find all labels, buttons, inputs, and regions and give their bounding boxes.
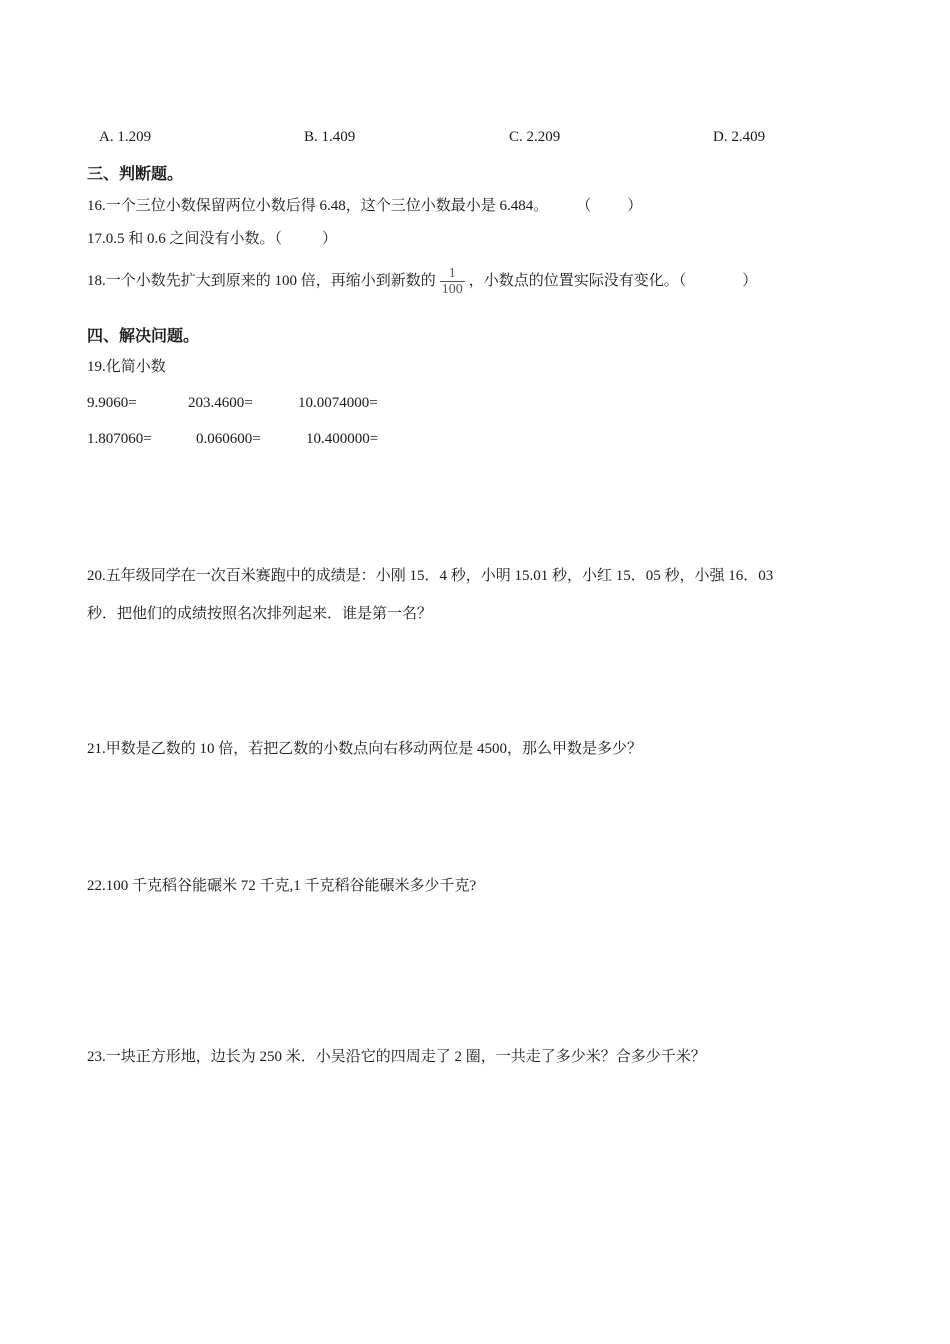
question-17-text: 17.0.5 和 0.6 之间没有小数。（ [87,231,283,247]
simplify-item: 203.4600= [188,395,253,411]
fraction-denominator: 100 [441,282,463,297]
question-23: 23.一块正方形地，边长为 250 米．小吴沿它的四周走了 2 圈，一共走了多少米？合多少千米？ [87,1049,706,1065]
question-21: 21.甲数是乙数的 10 倍，若把乙数的小数点向右移动两位是 4500，那么甲数是多少？ [87,741,643,757]
simplify-item: 10.0074000= [298,395,378,411]
option-c: C. 2.209 [509,129,561,145]
question-22: 22.100 千克稻谷能碾米 72 千克,1 千克稻谷能碾米多少千克? [87,878,477,894]
answer-paren-open: （ [576,198,592,214]
answer-paren-close: ） [742,272,758,289]
question-20-line1: 20.五年级同学在一次百米赛跑中的成绩是：小刚 15．4 秒，小明 15.01 秒，小红 15．05 秒，小强 16．03 [87,568,774,584]
fraction-one-hundredth [440,266,465,297]
question-18-text-part1: 18.一个小数先扩大到原来的 100 倍，再缩小到新数的 [87,272,436,289]
section-title-judgment: 三、判断题。 [87,164,184,183]
section-title-problems: 四、解决问题。 [87,326,200,345]
question-19-title: 19.化简小数 [87,359,166,375]
option-d: D. 2.409 [713,129,766,145]
question-20-line2: 秒．把他们的成绩按照名次排列起来．谁是第一名？ [87,606,433,622]
question-16-text: 16.一个三位小数保留两位小数后得 6.48，这个三位小数最小是 6.484。 [87,198,549,214]
question-17 [87,229,337,249]
answer-paren-close: ） [322,231,338,247]
simplify-item: 0.060600= [196,431,261,447]
option-b: B. 1.409 [304,129,356,145]
simplify-item: 9.9060= [87,395,137,411]
answer-paren-close: ） [627,198,643,214]
question-16 [87,196,642,216]
simplify-item: 1.807060= [87,431,152,447]
option-a: A. 1.209 [99,129,152,145]
question-18 [87,266,757,297]
question-18-text-part2: ，小数点的位置实际没有变化。（ [468,272,687,289]
simplify-item: 10.400000= [306,431,379,447]
fraction-numerator: 1 [448,266,456,281]
